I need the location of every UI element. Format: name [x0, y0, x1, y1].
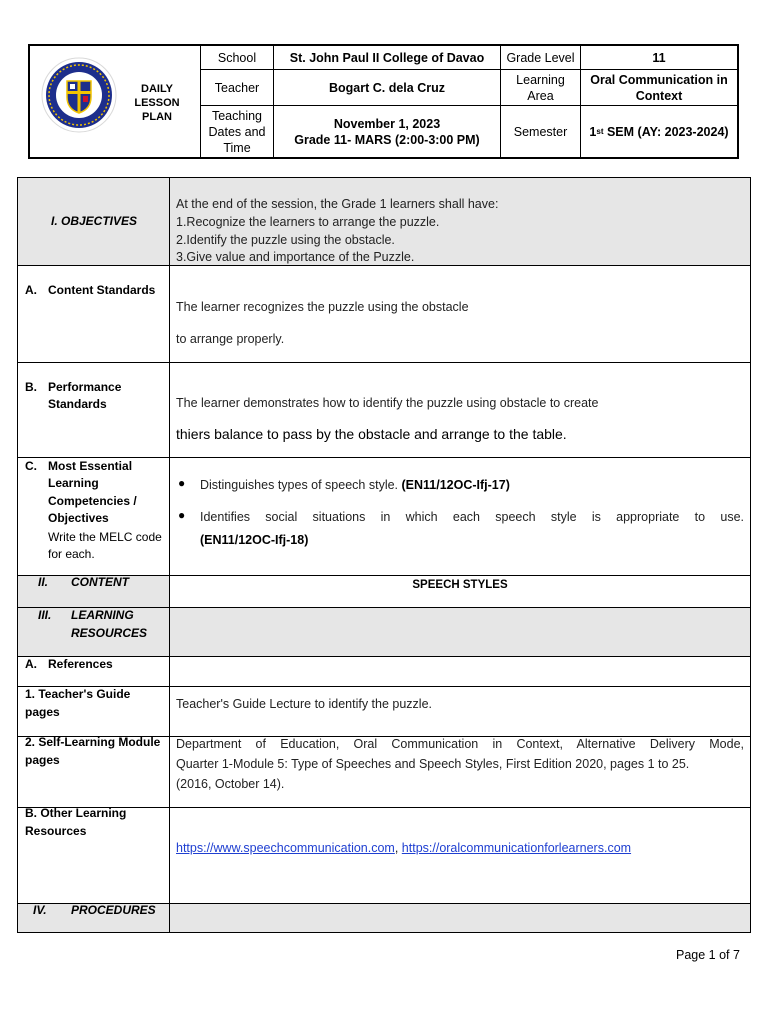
semester-value	[581, 106, 737, 157]
procedures-content-cell	[170, 904, 750, 932]
competency-2-code: (EN11/12OC-Ifj-18)	[200, 533, 309, 547]
bullet-icon: ●	[178, 508, 186, 522]
teaching-class-time: Grade 11- MARS (2:00-3:00 PM)	[294, 132, 480, 147]
objective-item-1: 1.Recognize the learners to arrange the puzzle.	[176, 215, 440, 229]
competencies-label-4: Objectives	[48, 511, 109, 525]
semester-number: 1	[589, 124, 597, 139]
teaching-dates-label: Teaching Dates and Time	[201, 106, 274, 157]
content-standards-line-2: to arrange properly.	[176, 332, 285, 346]
content-standards-label-cell	[18, 266, 170, 362]
lesson-plan-table	[17, 177, 751, 933]
competencies-label-2: Learning	[48, 476, 99, 490]
self-learning-line-1: Department of Education, Oral Communication in Context, Alternative Delivery Mode,	[176, 737, 744, 751]
semester-label: Semester	[501, 106, 581, 157]
content-standards-row	[18, 266, 750, 363]
content-standards-label: Content Standards	[48, 283, 156, 297]
self-learning-line-3: (2016, October 14).	[176, 777, 285, 791]
performance-standards-label-2: Standards	[48, 397, 107, 411]
grade-level-label: Grade Level	[501, 46, 581, 70]
competencies-label-3: Competencies /	[48, 494, 137, 508]
competencies-note-2: for each.	[48, 547, 95, 561]
semester-rest: SEM (AY: 2023-2024)	[603, 124, 729, 139]
speechcommunication-link[interactable]: https://www.speechcommunication.com	[176, 841, 395, 855]
content-label-cell	[18, 576, 170, 607]
objective-item-3: 3.Give value and importance of the Puzzle.	[176, 250, 415, 264]
objectives-row	[18, 178, 750, 266]
content-standards-line-1: The learner recognizes the puzzle using the obstacle	[176, 300, 469, 314]
references-label-cell	[18, 657, 170, 686]
content-row	[18, 576, 750, 608]
content-label: CONTENT	[71, 575, 129, 589]
teachers-guide-row	[18, 687, 750, 737]
learning-resources-row	[18, 608, 750, 657]
school-value: St. John Paul II College of Davao	[274, 46, 501, 70]
competencies-note-1: Write the MELC code	[48, 530, 162, 544]
objectives-label: I. OBJECTIVES	[51, 214, 138, 228]
references-label: References	[48, 657, 113, 671]
objective-item-2: 2.Identify the puzzle using the obstacle.	[176, 233, 395, 247]
competency-item-1	[200, 476, 510, 494]
learning-area-value: Oral Communication in Context	[581, 70, 737, 106]
learning-resources-label-cell	[18, 608, 170, 656]
logo-cell	[30, 46, 201, 157]
objectives-intro: At the end of the session, the Grade 1 learners shall have:	[176, 197, 499, 211]
self-learning-label-2: pages	[25, 753, 60, 767]
objectives-content-cell	[170, 178, 750, 265]
teacher-value: Bogart C. dela Cruz	[274, 70, 501, 106]
content-number: II.	[38, 575, 49, 589]
other-resources-label-2: Resources	[25, 824, 87, 838]
content-value-cell	[170, 576, 750, 607]
page-number: Page 1 of 7	[676, 948, 740, 962]
bullet-icon: ●	[178, 476, 186, 490]
teaching-date: November 1, 2023	[333, 116, 441, 131]
semester-suffix: st	[596, 126, 604, 136]
performance-standards-row	[18, 363, 750, 458]
competency-1-text: Distinguishes types of speech style.	[200, 478, 402, 492]
performance-standards-line-2: thiers balance to pass by the obstacle and arrange to the table.	[176, 426, 567, 442]
competencies-content-cell	[170, 458, 750, 575]
references-letter: A.	[25, 657, 37, 671]
self-learning-content-cell	[170, 737, 750, 807]
other-resources-content-cell	[170, 808, 750, 903]
learning-resources-label-2: RESOURCES	[71, 626, 148, 640]
performance-standards-line-1: The learner demonstrates how to identify the puzzle using obstacle to create	[176, 396, 599, 410]
objectives-label-cell	[18, 178, 170, 265]
lesson-plan-header	[28, 44, 739, 159]
references-row	[18, 657, 750, 687]
daily-lesson-plan-title: DAILY LESSON PLAN	[134, 83, 180, 123]
other-resources-label-cell	[18, 808, 170, 903]
grade-level-value: 11	[581, 46, 737, 70]
competencies-row	[18, 458, 750, 576]
other-resources-label-1: B. Other Learning	[25, 806, 127, 820]
teachers-guide-content-cell	[170, 687, 750, 736]
learning-resources-number: III.	[38, 608, 52, 622]
learning-resources-label-1: LEARNING	[71, 608, 134, 622]
learning-resources-content-cell	[170, 608, 750, 656]
procedures-number: IV.	[33, 903, 47, 917]
competencies-label-cell	[18, 458, 170, 575]
school-label: School	[201, 46, 274, 70]
learning-area-label: Learning Area	[501, 70, 581, 106]
teaching-dates-value	[274, 106, 501, 157]
competencies-label-1: Most Essential	[48, 459, 133, 473]
competencies-letter: C.	[25, 459, 37, 473]
performance-standards-label-cell	[18, 363, 170, 457]
performance-standards-letter: B.	[25, 380, 37, 394]
self-learning-line-2: Quarter 1-Module 5: Type of Speeches and Speech Styles, First Edition 2020, pages 1 to 25.	[176, 757, 690, 771]
self-learning-label-cell	[18, 737, 170, 807]
competency-2-text: Identifies social situations in which each speech style is appropriate to use.	[200, 510, 744, 524]
teachers-guide-label-2: pages	[25, 705, 60, 719]
other-resources-row	[18, 808, 750, 904]
performance-standards-label-1: Performance	[48, 380, 122, 394]
other-resources-links	[176, 839, 631, 857]
oralcommunication-link[interactable]: https://oralcommunicationforlearners.com	[401, 841, 632, 855]
self-learning-label-1: 2. Self-Learning Module	[25, 735, 161, 749]
procedures-label: PROCEDURES	[71, 903, 156, 917]
self-learning-module-row	[18, 737, 750, 808]
school-seal-logo	[41, 57, 117, 133]
content-standards-letter: A.	[25, 283, 37, 297]
teachers-guide-label-1: 1. Teacher's Guide	[25, 687, 131, 701]
competency-1-code: (EN11/12OC-Ifj-17)	[401, 478, 510, 492]
teachers-guide-label-cell	[18, 687, 170, 736]
teachers-guide-value: Teacher's Guide Lecture to identify the puzzle.	[176, 697, 433, 711]
references-content-cell	[170, 657, 750, 686]
procedures-row	[18, 904, 750, 932]
content-standards-content-cell	[170, 266, 750, 362]
content-value: SPEECH STYLES	[412, 579, 508, 591]
procedures-label-cell	[18, 904, 170, 932]
header-bottom-rule	[200, 157, 739, 159]
teacher-label: Teacher	[201, 70, 274, 106]
performance-standards-content-cell	[170, 363, 750, 457]
link-separator: ,	[394, 841, 402, 855]
